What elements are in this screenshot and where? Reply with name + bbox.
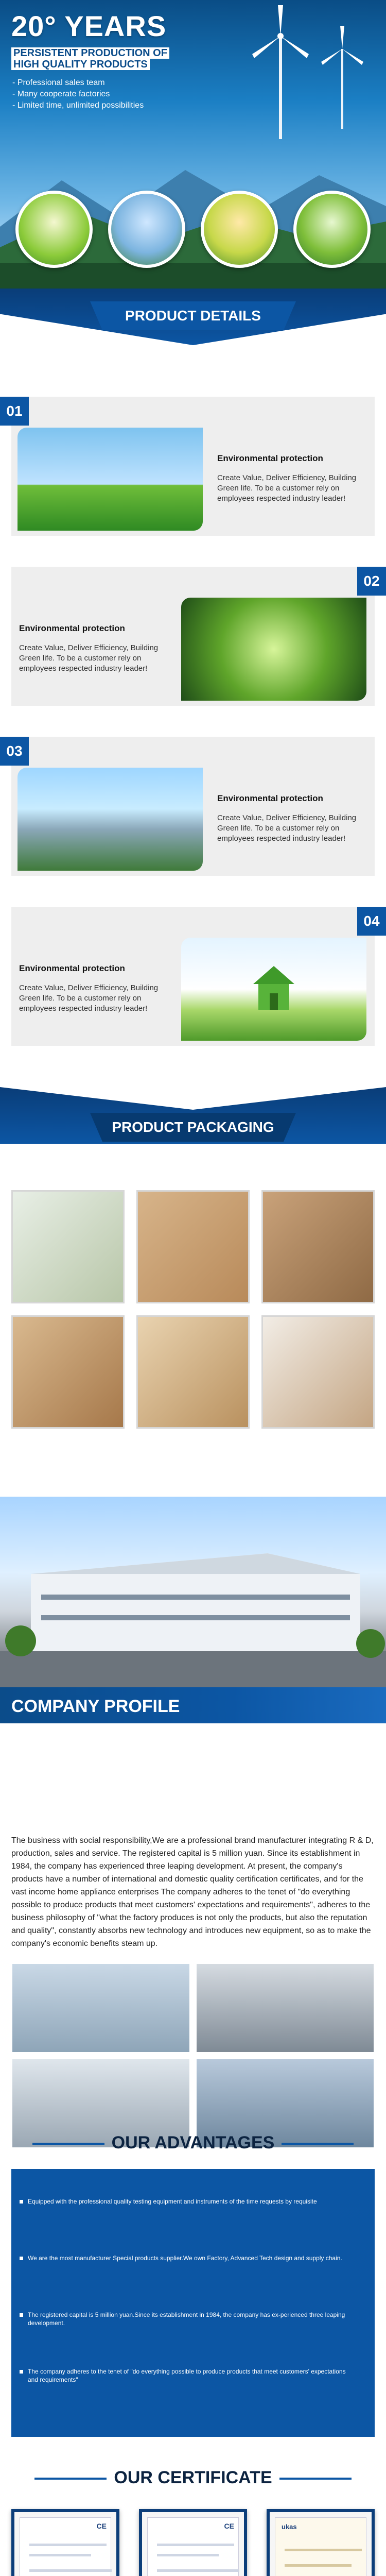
detail-card [11,907,380,1046]
package-photo [11,1190,125,1303]
certificate-document [139,2509,247,2576]
company-building-image [0,1497,386,1687]
card-number: 02 [357,567,386,596]
packaging-title: PRODUCT PACKAGING [112,1119,274,1135]
card-text: Create Value, Deliver Efficiency, Building Green life. To be a customer rely on employees respected industry leader! [19,984,159,1013]
card-image-green-house [181,938,366,1041]
wind-turbine-small-icon [314,26,371,129]
certificate-document [267,2509,375,2576]
details-ribbon [0,296,386,343]
advantages-heading [0,2133,386,2153]
advantage-item: The company adheres to the tenet of "do everything possible to produce products that meet customers' expectations and requirements" [28,2367,357,2384]
card-info [217,793,366,844]
package-photo [261,1315,375,1429]
card-heading: Environmental protection [19,623,125,633]
advantage-item: Equipped with the professional quality testing equipment and instruments of the time requests by requisite [28,2197,357,2206]
advantage-item: We are the most manufacturer Special products supplier.We own Factory, Advanced Tech design and supply chain. [28,2254,357,2262]
factory-photo [11,1963,190,2053]
details-header [0,289,386,350]
certificate-heading [0,2468,386,2488]
card-heading: Environmental protection [19,963,125,973]
hero-bullets [12,77,144,111]
hero-bullet: - Many cooperate factories [12,90,110,98]
factory-building-icon [0,1497,386,1687]
advantages-box [11,2169,375,2437]
profile-title: COMPANY PROFILE [11,1697,180,1716]
packaging-grid [11,1190,375,1429]
wind-turbine-icon [242,5,319,139]
packaging-ribbon [0,1108,386,1154]
card-image-green-planet [17,428,203,531]
factory-photo-collage [11,1963,375,2148]
hero-tagline-line2: HIGH QUALITY PRODUCTS [11,59,150,70]
card-text: Create Value, Deliver Efficiency, Building Green life. To be a customer rely on employees respected industry leader! [217,814,357,843]
bulb-leaf-image [15,191,93,268]
card-heading: Environmental protection [217,453,323,463]
hero-tagline-line1: PERSISTENT PRODUCTION OF [11,47,169,59]
detail-card [11,567,380,706]
hero-bullet: - Professional sales team [12,78,105,87]
certificate-document [11,2509,119,2576]
hero-bullet: - Limited time, unlimited possibilities [12,101,144,110]
house-icon [181,938,366,1041]
card-number: 03 [0,737,29,766]
card-number: 01 [0,397,29,426]
card-info [19,963,168,1014]
certificate-title: OUR CERTIFICATE [114,2468,272,2487]
advantage-item: The registered capital is 5 million yuan.Since its establishment in 1984, the company has ex-perienced three leaping development. [28,2311,357,2327]
profile-header [0,1687,386,1723]
card-text: Create Value, Deliver Efficiency, Building Green life. To be a customer rely on employees respected industry leader! [19,643,159,673]
card-info [217,453,366,504]
factory-photo [196,1963,375,2053]
package-photo [11,1315,125,1429]
advantages-title: OUR ADVANTAGES [111,2133,275,2153]
card-heading: Environmental protection [217,793,323,803]
city-globe-image [108,191,185,268]
package-photo [136,1190,250,1303]
certificate-badge: ukas [282,2523,297,2531]
card-image-plant-globe [181,598,366,701]
card-info [19,623,168,674]
card-text: Create Value, Deliver Efficiency, Building Green life. To be a customer rely on employees respected industry leader! [217,473,357,503]
package-photo [261,1190,375,1303]
certificate-badge: CE [224,2522,234,2530]
card-image-city [17,768,203,871]
hero-tagline [11,47,176,70]
eco-house-image [201,191,278,268]
recycle-globe-image [293,191,371,268]
hero-years: 20° YEARS [11,10,167,42]
detail-card [6,397,375,536]
hero-banner [0,0,386,289]
package-photo [136,1315,250,1429]
details-title: PRODUCT DETAILS [125,308,261,324]
detail-card [6,737,375,876]
card-number: 04 [357,907,386,936]
packaging-header [0,1087,386,1149]
profile-text: The business with social responsibility,We are a professional brand manufacturer integrating R & D, production, sales and service. The registered capital is 5 million yuan. Since its establishment in 1984, the company has experienced three leaping development. At present, the company's products have a number of international and domestic quality certification certificates, and for the vast income home appliance enterprises The company adheres to the tenet of "do everything possible to produce products that meet customers' expectations and requirements", adheres to the business philosophy of "what the factory produces is not only the products, but also the reputation and quality", constantly absorbs new technology and introduces new equipment, so as to make the company's economic benefits steam up. [11,1836,374,1948]
certificate-badge: CE [96,2522,107,2530]
